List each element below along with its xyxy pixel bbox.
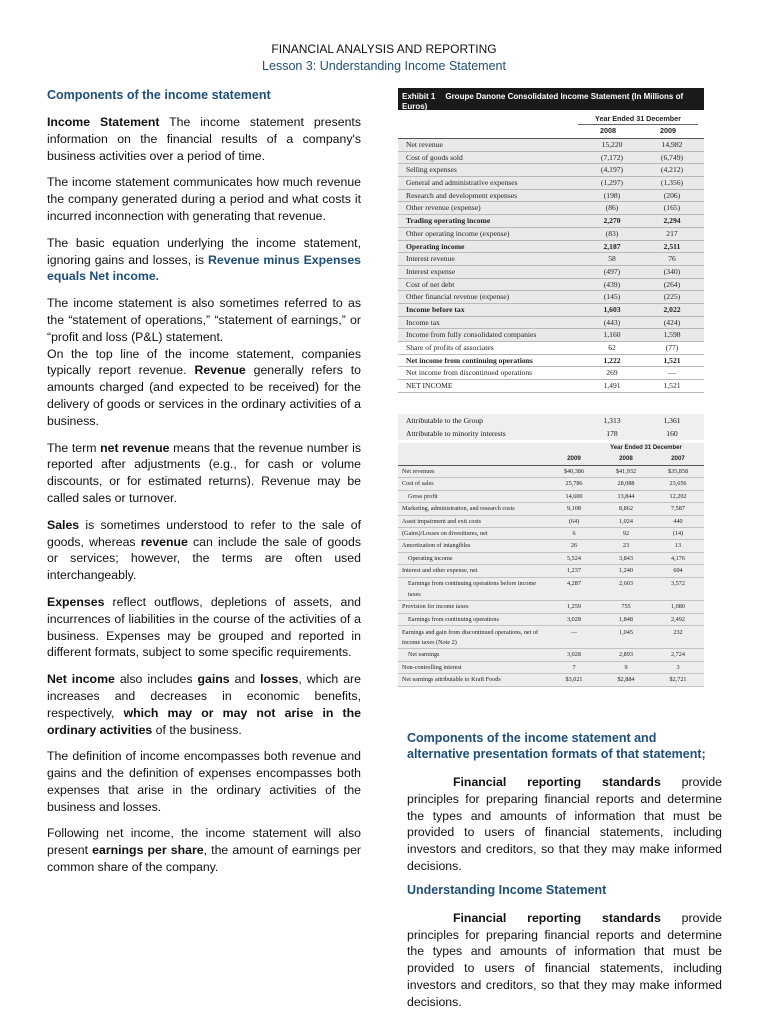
row-value: 15,220 xyxy=(601,140,623,149)
paragraph-revenue: On the top line of the income statement, companies typically report revenue. Revenue generally refers to amounts charged (and expected to be received) for the delivery of goods or services in the ordinary activities of a business. xyxy=(47,346,362,428)
row-value: 2,603 xyxy=(619,579,633,587)
row-label: Asset impairment and exit costs xyxy=(402,517,482,525)
right-section1-title: Components of the income statement and alternative presentation formats of that statement; xyxy=(407,731,706,761)
row-value: 26 xyxy=(570,542,578,550)
table-row xyxy=(398,317,704,330)
right-column xyxy=(407,730,722,1019)
row-value: (497) xyxy=(603,266,621,276)
row-label: Share of profits of associates xyxy=(406,343,494,352)
paragraph-eps: Following net income, the income statement will also present earnings per share, the amount of earnings per common share of the company. xyxy=(47,826,361,875)
row-value: 6 xyxy=(572,530,576,538)
row-value: $41,932 xyxy=(615,468,637,475)
row-label: Selling expenses xyxy=(406,165,457,175)
row-value: 604 xyxy=(673,567,683,575)
row-value: 3,572 xyxy=(671,579,685,587)
table-row xyxy=(398,355,704,368)
row-value: 1,259 xyxy=(567,603,581,611)
row-label: Non-controlling interest xyxy=(402,663,462,671)
row-value: 755 xyxy=(621,603,631,611)
right-section2-title: Understanding Income Statement xyxy=(407,882,607,897)
exhibit2-caption: Year Ended 31 December xyxy=(610,445,682,451)
row-value: 1,491 xyxy=(603,381,621,391)
row-label: Research and development expenses xyxy=(406,190,518,200)
row-label: Net income from continuing operations xyxy=(406,355,533,365)
table-row xyxy=(398,139,704,152)
row-value: 160 xyxy=(666,429,678,438)
term-income-statement: Income Statement xyxy=(47,115,160,129)
row-value: 23 xyxy=(622,542,630,550)
row-label: Income from fully consolidated companies xyxy=(406,330,537,340)
table-row xyxy=(398,279,704,292)
exhibit1-rows-continued xyxy=(398,342,704,393)
row-value: 440 xyxy=(673,517,683,525)
row-label: Other operating income (expense) xyxy=(406,228,510,238)
table-row xyxy=(398,578,704,602)
table-row xyxy=(398,662,704,674)
table-row xyxy=(398,367,704,380)
row-value: (14) xyxy=(672,530,684,538)
row-label: Gross profit xyxy=(408,492,438,500)
row-label: Attributable to the Group xyxy=(406,416,483,425)
table-row xyxy=(398,215,704,228)
table-row xyxy=(398,674,704,686)
table-row xyxy=(398,540,704,552)
table-row xyxy=(398,414,704,427)
row-value: $2,884 xyxy=(617,676,635,684)
row-value: 1,237 xyxy=(567,567,581,575)
table-row xyxy=(398,427,704,440)
row-value: — xyxy=(668,368,676,378)
row-value: 76 xyxy=(668,254,676,264)
row-label: Earnings from continuing operations xyxy=(408,615,499,623)
row-label: NET INCOME xyxy=(406,381,453,391)
row-value: 14,982 xyxy=(661,140,683,149)
row-value: 1,848 xyxy=(619,615,633,623)
row-value: $40,386 xyxy=(563,468,585,475)
row-value: 13 xyxy=(674,542,682,550)
row-value: 2,294 xyxy=(663,216,681,226)
paragraph-income-statement: Income Statement The income statement presents information on the financial results of a company's business activities over a period of time. xyxy=(47,115,362,163)
row-label: Other financial revenue (expense) xyxy=(406,292,510,302)
course-title: FINANCIAL ANALYSIS AND REPORTING xyxy=(271,42,497,56)
table-row xyxy=(398,516,704,528)
table-row xyxy=(398,190,704,203)
paragraph-net-income: Net income also includes gains and losses, which are increases and decreases in economic benefits, respectively, which may or may not arise in the ordinary activities of the business. xyxy=(47,672,361,737)
row-value: 5,524 xyxy=(567,554,581,562)
paragraph-definition: The definition of income encompasses both revenue and gains and the definition of expenses encompasses both expenses that arise in the ordinary activities of the business and losses. xyxy=(47,749,361,814)
table-row xyxy=(398,380,704,393)
row-value: (264) xyxy=(663,279,681,289)
row-value: 1,024 xyxy=(619,517,633,525)
row-label: General and administrative expenses xyxy=(406,178,518,188)
row-value: 269 xyxy=(606,368,618,378)
row-label: Operating income xyxy=(408,554,453,562)
row-label: (Gains)/Losses on divestitures, net xyxy=(402,530,488,538)
row-label: Cost of goods sold xyxy=(406,152,463,162)
row-value: 232 xyxy=(673,629,683,637)
row-label: Interest revenue xyxy=(406,254,455,264)
table-row xyxy=(398,478,704,490)
exhibit2-years: 2009 2008 2007 xyxy=(398,453,704,466)
row-value: 7,587 xyxy=(671,505,685,513)
row-value: 1,045 xyxy=(619,629,633,637)
table-row xyxy=(398,164,704,177)
row-label: Earnings from continuing operations before income taxes xyxy=(408,579,537,599)
table-row xyxy=(398,528,704,540)
row-value: 1,313 xyxy=(603,416,621,425)
table-row xyxy=(398,491,704,503)
row-value: 2,270 xyxy=(603,216,621,226)
row-value: (64) xyxy=(568,517,580,525)
row-value: 217 xyxy=(666,228,678,238)
row-label: Net earnings xyxy=(408,651,440,659)
row-label: Trading operating income xyxy=(406,216,491,226)
table-row xyxy=(398,228,704,241)
table-row xyxy=(398,553,704,565)
row-value: (1,356) xyxy=(660,178,684,188)
row-value: (206) xyxy=(663,190,681,200)
table-row xyxy=(398,329,704,342)
row-value: 28,088 xyxy=(617,480,635,488)
row-value: (439) xyxy=(603,279,621,289)
table-row xyxy=(398,241,704,254)
row-value: (340) xyxy=(663,266,681,276)
paragraph-expenses: Expenses reflect outflows, depletions of assets, and incurrences of liabilities in the course of the activities of a business. Expenses may be grouped and reported in different formats, subject to some specific requirements. xyxy=(47,594,361,660)
left-section-title: Components of the income statement xyxy=(47,88,271,102)
row-value: (86) xyxy=(605,203,619,213)
row-value: 1,160 xyxy=(603,330,621,340)
row-value: 2,893 xyxy=(619,651,633,659)
table-row xyxy=(398,626,704,649)
row-label: Income tax xyxy=(406,317,440,327)
row-value: $35,858 xyxy=(667,468,689,475)
table-row xyxy=(398,266,704,279)
exhibit1-label: Exhibit 1 xyxy=(402,92,436,101)
table-row xyxy=(398,152,704,165)
row-value: 1,603 xyxy=(603,304,621,314)
row-value: (6,749) xyxy=(660,152,684,162)
row-label: Amortization of intangibles xyxy=(402,542,471,550)
row-value: — xyxy=(570,629,578,637)
row-label: Net revenues xyxy=(402,468,435,475)
row-value: 7 xyxy=(572,663,576,671)
row-value: 23,656 xyxy=(669,480,687,488)
lesson-title: Lesson 3: Understanding Income Statement xyxy=(262,59,506,73)
row-value: 3,028 xyxy=(567,651,581,659)
row-value: 92 xyxy=(622,530,630,538)
row-label: Cost of sales xyxy=(402,480,434,488)
row-value: $3,021 xyxy=(565,676,583,684)
exhibit1-title: Groupe Danone Consolidated Income Statement (In Millions of Euros) xyxy=(402,92,684,111)
paragraph-aliases: The income statement is also sometimes referred to as the “statement of operations,” “statement of earnings,” or “profit and loss (P&L) statement. xyxy=(47,296,361,344)
row-value: 58 xyxy=(608,254,616,264)
row-label: Attributable to minority interests xyxy=(406,429,506,438)
equation-highlight: Revenue minus Expenses equals Net income. xyxy=(47,252,362,284)
row-value: 8,862 xyxy=(619,505,633,513)
exhibit1-header xyxy=(398,88,704,110)
row-label: Cost of net debt xyxy=(406,279,455,289)
row-label: Interest and other expense, net xyxy=(402,567,478,575)
row-value: 2,022 xyxy=(663,304,681,314)
row-value: 2,511 xyxy=(663,241,681,251)
row-value: (77) xyxy=(665,343,679,352)
row-label: Net revenue xyxy=(406,140,443,149)
paragraph-basic-equation: The basic equation underlying the income statement, ignoring gains and losses, is Revenue minus Expenses equals Net income. xyxy=(47,235,362,284)
exhibit2-rows xyxy=(398,466,704,687)
table-row xyxy=(398,342,704,355)
paragraph-reporting-standards-1: Financial reporting standards provide principles for preparing financial reports and determine the types and amounts of information that must be provided to users of financial statements, including investors and creditors, so that they may make informed decisions. xyxy=(407,775,723,873)
row-value: $2,721 xyxy=(669,676,687,684)
table-row xyxy=(398,466,704,478)
row-value: 1,521 xyxy=(663,381,681,391)
row-value: (83) xyxy=(605,228,619,238)
table-row xyxy=(398,614,704,626)
row-value: 4,176 xyxy=(671,554,685,562)
row-value: 14,600 xyxy=(565,492,583,500)
row-value: 178 xyxy=(606,429,618,438)
row-value: 1,240 xyxy=(619,567,633,575)
table-row xyxy=(398,202,704,215)
row-value: 1,080 xyxy=(671,603,685,611)
row-value: 3 xyxy=(676,663,680,671)
table-row xyxy=(398,601,704,613)
paragraph-revenue-costs: The income statement communicates how much revenue the company generated during a period and what costs it incurred inconnection with generating that revenue. xyxy=(47,175,361,223)
table-row xyxy=(398,253,704,266)
row-value: 25,786 xyxy=(565,480,583,488)
table-row xyxy=(398,177,704,190)
row-value: 9,108 xyxy=(567,505,581,513)
row-label: Earnings and gain from discontinued operations, net of income taxes (Note 2) xyxy=(402,629,539,647)
row-label: Operating income xyxy=(406,241,465,251)
exhibit1-year-header: Year Ended 31 December 2008 2009 xyxy=(398,110,704,138)
table-row xyxy=(398,503,704,515)
table-row xyxy=(398,649,704,661)
exhibit1-attribution xyxy=(398,414,704,440)
row-value: 2,492 xyxy=(671,615,685,623)
row-value: (424) xyxy=(663,317,681,327)
row-label: Other revenue (expense) xyxy=(406,203,481,213)
row-label: Interest expense xyxy=(406,266,456,276)
row-value: (165) xyxy=(663,203,681,213)
row-label: Provision for income taxes xyxy=(402,603,469,611)
row-value: 1,598 xyxy=(663,330,681,340)
paragraph-sales: Sales is sometimes understood to refer to the sale of goods, whereas revenue can include the sale of goods or services; however, the terms are often used interchangeably. xyxy=(47,517,361,583)
table-row xyxy=(398,565,704,577)
row-value: (7,172) xyxy=(600,152,624,162)
row-value: 12,202 xyxy=(669,492,687,500)
paragraph-reporting-standards-2: Financial reporting standards provide principles for preparing financial reports and determine the types and amounts of information that must be provided to users of financial statements, including investors and creditors, so that they may make informed decisions. xyxy=(407,910,723,1009)
row-value: 3,843 xyxy=(619,554,633,562)
row-value: 2,724 xyxy=(671,651,685,659)
row-value: 62 xyxy=(608,343,616,352)
row-value: 2,187 xyxy=(603,241,621,251)
row-value: (4,212) xyxy=(660,165,684,175)
table-row xyxy=(398,304,704,317)
row-value: 9 xyxy=(624,663,628,671)
row-value: 1,222 xyxy=(603,355,621,365)
row-value: (145) xyxy=(603,292,621,302)
paragraph-net-revenue: The term net revenue means that the revenue number is reported after adjustments (e.g., for cash or volume discounts, or for estimated returns). Revenue may be called sales or turnover. xyxy=(47,440,362,505)
row-value: (443) xyxy=(603,317,621,327)
row-value: 1,361 xyxy=(663,416,681,425)
row-value: 1,521 xyxy=(663,355,681,365)
row-value: (225) xyxy=(663,292,681,302)
row-value: 13,844 xyxy=(617,492,635,500)
exhibit2-table xyxy=(398,443,704,687)
row-value: (4,197) xyxy=(600,165,624,175)
row-label: Net income from discontinued operations xyxy=(406,368,533,378)
exhibit1-rows xyxy=(398,138,704,342)
row-value: (198) xyxy=(603,190,621,200)
row-label: Income before tax xyxy=(406,304,465,314)
row-label: Marketing, administration, and research costs xyxy=(402,505,515,513)
table-row xyxy=(398,291,704,304)
row-value: (1,297) xyxy=(600,178,624,188)
exhibit1-table xyxy=(398,88,704,393)
row-label: Net earnings attributable to Kraft Foods xyxy=(402,676,501,684)
row-value: 4,287 xyxy=(567,579,581,587)
row-value: 3,028 xyxy=(567,615,581,623)
left-column xyxy=(47,114,361,886)
